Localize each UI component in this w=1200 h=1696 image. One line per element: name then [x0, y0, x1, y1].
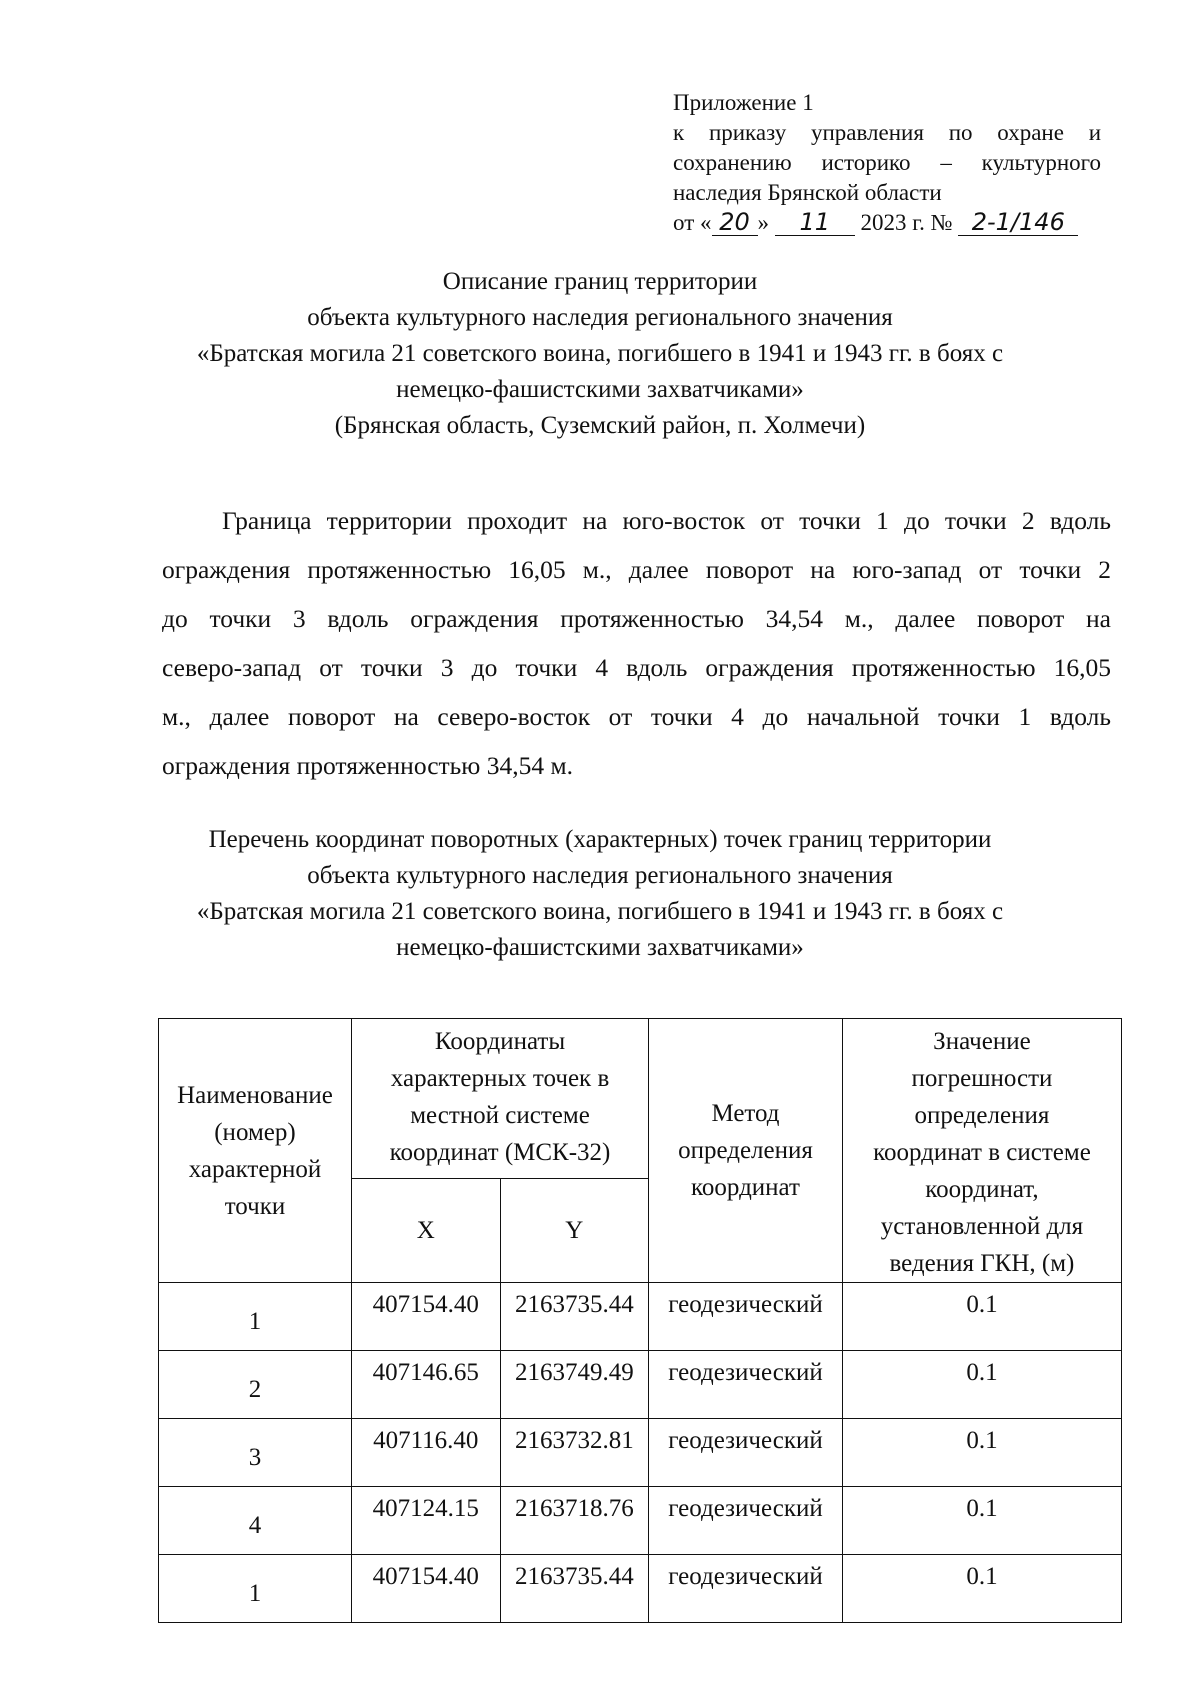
heading-line: «Братская могила 21 советского воина, погибшего в 1941 и 1943 гг. в боях с [196, 340, 1004, 367]
x-cell: 407124.15 [351, 1487, 500, 1555]
error-cell: 0.1 [842, 1419, 1121, 1487]
heading-line: Перечень координат поворотных (характерных) точек границ территории [208, 826, 992, 853]
heading-line: немецко-фашистскими захватчиками» [396, 376, 804, 403]
error-cell: 0.1 [842, 1283, 1121, 1351]
header-x: X [351, 1179, 500, 1283]
paragraph-line: северо-запад от точки 3 до точки 4 вдоль ограждения протяженностью 16,05 [162, 653, 1111, 682]
table-header-row [159, 1019, 1122, 1179]
date-prefix: от « [673, 210, 712, 235]
y-cell: 2163732.81 [500, 1419, 649, 1487]
y-cell: 2163718.76 [500, 1487, 649, 1555]
boundary-description [162, 496, 1111, 790]
heading-line: (Брянская область, Суземский район, п. Холмечи) [334, 412, 866, 439]
point-cell: 1 [159, 1555, 352, 1623]
x-cell: 407154.40 [351, 1283, 500, 1351]
paragraph-line: Граница территории проходит на юго-восток от точки 1 до точки 2 вдоль [222, 506, 1111, 535]
header-error: Значение погрешности определения координат в системе координат, установленной для ведения ГКН, (м) [842, 1019, 1121, 1283]
point-cell: 3 [159, 1419, 352, 1487]
y-cell: 2163735.44 [500, 1283, 649, 1351]
method-cell: геодезический [649, 1419, 843, 1487]
x-cell: 407116.40 [351, 1419, 500, 1487]
appendix-line: сохранению историко – культурного [673, 150, 1101, 175]
description-heading [140, 264, 1060, 444]
header-coordinates: Координаты характерных точек в местной системе координат (МСК-32) [351, 1019, 648, 1179]
method-cell: геодезический [649, 1487, 843, 1555]
heading-line: немецко-фашистскими захватчиками» [396, 934, 804, 961]
table-row [159, 1555, 1122, 1623]
appendix-block [673, 88, 1101, 238]
handwritten-month: 11 [775, 209, 855, 236]
x-cell: 407146.65 [351, 1351, 500, 1419]
paragraph-line: м., далее поворот на северо-восток от точки 4 до начальной точки 1 вдоль [162, 702, 1111, 731]
table-row [159, 1419, 1122, 1487]
header-y: Y [500, 1179, 649, 1283]
heading-line: «Братская могила 21 советского воина, погибшего в 1941 и 1943 гг. в боях с [196, 898, 1004, 925]
error-cell: 0.1 [842, 1351, 1121, 1419]
x-cell: 407154.40 [351, 1555, 500, 1623]
y-cell: 2163749.49 [500, 1351, 649, 1419]
paragraph-line: ограждения протяженностью 16,05 м., далее поворот на юго-запад от точки 2 [162, 555, 1111, 584]
table-row [159, 1487, 1122, 1555]
header-method: Метод определения координат [649, 1019, 843, 1283]
order-date-line [673, 208, 1101, 238]
error-cell: 0.1 [842, 1487, 1121, 1555]
paragraph-line: до точки 3 вдоль ограждения протяженностью 34,54 м., далее поворот на [162, 604, 1111, 633]
point-cell: 2 [159, 1351, 352, 1419]
point-cell: 4 [159, 1487, 352, 1555]
error-cell: 0.1 [842, 1555, 1121, 1623]
method-cell: геодезический [649, 1351, 843, 1419]
handwritten-day: 20 [712, 209, 758, 236]
date-year: 2023 г. № [860, 210, 953, 235]
table-row [159, 1351, 1122, 1419]
header-point-name: Наименование (номер) характерной точки [159, 1019, 352, 1283]
appendix-line: наследия Брянской области [673, 180, 942, 205]
heading-line: объекта культурного наследия регионального значения [307, 304, 893, 331]
method-cell: геодезический [649, 1283, 843, 1351]
coordinates-list-heading [140, 822, 1060, 966]
coordinates-table [158, 1018, 1122, 1623]
date-mid: » [757, 210, 769, 235]
y-cell: 2163735.44 [500, 1555, 649, 1623]
heading-line: Описание границ территории [442, 268, 758, 295]
method-cell: геодезический [649, 1555, 843, 1623]
handwritten-order-number: 2-1/146 [958, 209, 1078, 236]
appendix-line: к приказу управления по охране и [673, 120, 1101, 145]
point-cell: 1 [159, 1283, 352, 1351]
heading-line: объекта культурного наследия регионального значения [307, 862, 893, 889]
appendix-title: Приложение 1 [673, 90, 814, 115]
paragraph-line: ограждения протяженностью 34,54 м. [162, 751, 573, 780]
table-row [159, 1283, 1122, 1351]
